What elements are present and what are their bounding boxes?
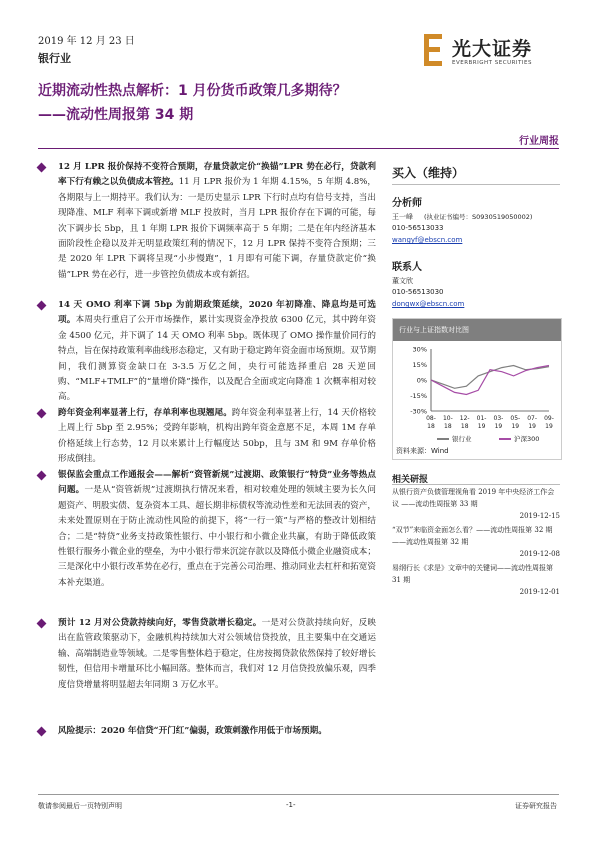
bullet-text: 一是对公贷款持续向好，反映出在监管政策驱动下，金融机构持续加大对公领域信贷投放，且主要集中在交通运输、高端制造业等领域。二是零售整体趋于稳定，住房按揭贷款依然保持了较好增长韧性，但信用卡增量环比小幅回落。整体而言，我们对 12 月信贷投放偏乐观，四季度信贷增量将明显超去年同期 3 万亿水平。 xyxy=(58,618,376,690)
report-title: 近期流动性热点解析：1 月份货币政策几多期待？ xyxy=(38,83,347,99)
contact-email[interactable]: dongwx@ebscn.com xyxy=(392,300,465,308)
summary-bullets xyxy=(38,152,378,747)
x-tick-label: 08- xyxy=(426,415,436,422)
title-divider xyxy=(38,148,559,149)
logo-mark-icon xyxy=(422,32,444,68)
bullet-text: 跨年资金利率显著上行，14 天价格较上周上行 5bp 至 2.95%；受跨年影响，机构出跨年资金意愿不足，本周 1M 存单价格延续上行态势，12 月以来累计上行幅度达 50bp，且与 3M 和 9M 存单价格形成倒挂。 xyxy=(58,408,376,465)
diamond-icon xyxy=(37,727,47,737)
related-title[interactable]: 从银行资产负债管理视角看 2019 年中央经济工作会议 ——流动性周报第 33 期 xyxy=(392,488,555,508)
analyst-phone: 010-56513033 xyxy=(392,224,444,232)
diamond-icon xyxy=(37,301,47,311)
series-line xyxy=(431,366,549,395)
index-chart xyxy=(392,318,562,460)
bullet-text: 本周央行重启了公开市场操作，累计实现资金净投放 6300 亿元，其中跨年资金 4500 亿元，并下调了 14 天 OMO 利率 5bp。既体现了 OMO 操作量价同行的特点，旨在保持政策利率曲线形态稳定，又有助于稳定跨年资金面市场预期。双节期间，我们测算资金缺口在 3-3.5 万亿之间，央行可能选择重启 28 天逆回购、“MLF+TMLF”的“量增价降”操作，以及配合全面或定向降准 1 次概率相对较高。 xyxy=(58,315,376,403)
related-date: 2019-12-15 xyxy=(519,512,560,520)
diamond-icon xyxy=(37,409,47,419)
x-tick-label: 19 xyxy=(511,423,520,430)
x-tick-label: 18 xyxy=(427,423,435,430)
bullet-text: 一是从“资管新规”过渡期执行情况来看，相对较难处理的领域主要为长久问题资产、明股实债、复杂资本工具、超长期非标债权等流动性差和无法回表的资产，未来处置原则在于防止流动性风险的前提下，将“一行一策”与严格的整改计划相结合；二是“特贷”业务支持政策性银行、中小银行和小微企业共赢，有助于降低政策性银行服务小微企业的壁垒，为中小银行带来沉淀存款以及降低小微企业融资成本；三是深化中小银行改革势在必行，重点在于完善公司治理、推动同业去杠杆和拓宽资本补充渠道。 xyxy=(58,485,376,588)
chart-plot xyxy=(393,341,561,459)
bullet-bold: 预计 12 月对公贷款持续向好，零售贷款增长稳定。 xyxy=(58,618,262,628)
diamond-icon xyxy=(37,163,47,173)
chart-title: 行业与上证指数对比图 xyxy=(393,319,561,341)
logo-cn: 光大证券 xyxy=(452,38,533,60)
contact-name: 董文欣 xyxy=(392,277,413,285)
bullet-bold: 跨年资金利率显著上行，存单利率也现翘尾。 xyxy=(58,408,232,418)
logo-en: EVERBRIGHT SECURITIES xyxy=(452,60,532,66)
x-tick-label: 10- xyxy=(442,415,453,422)
related-title[interactable]: “双节”来临资金面怎么看？——流动性周报第 32 期——流动性周报第 32 期 xyxy=(392,526,553,546)
page-number: -1- xyxy=(286,801,296,809)
x-tick-label: 19 xyxy=(528,423,536,430)
company-logo xyxy=(422,32,562,76)
x-tick-label: 01- xyxy=(476,415,487,422)
x-tick-label: 07- xyxy=(527,415,538,422)
related-title[interactable]: 易纲行长《求是》文章中的关键词——流动性周报第 31 期 xyxy=(392,564,553,584)
y-tick-label: -30% xyxy=(410,407,427,416)
y-tick-label: 15% xyxy=(412,361,427,369)
x-tick-label: 12- xyxy=(459,415,470,422)
x-tick-label: 05- xyxy=(510,415,521,422)
industry-label: 银行业 xyxy=(38,52,71,65)
legend-label: 银行业 xyxy=(452,435,472,443)
bullet-bold: 风险提示：2020 年信贷“开门红”偏弱，政策刺激作用低于市场预期。 xyxy=(58,726,327,736)
x-tick-label: 18 xyxy=(460,423,469,430)
bullet-text: 11 月 LPR 报价为 1 年期 4.15%，5 年期 4.8%，各期限与上一期持平。我们认为：一是历史显示 LPR 下行时点均有信号支持，当出现降准、MLF 利率下调或新增 MLF 投放时，当月 LPR 报价存在下调的可能，每次下调步长 5bp，且 1 年期 LPR 报价下调频率高于 5 年期；二是在年内经济基本面阶段性企稳以及并无明显政策红利的情况下，12 月 LPR 保持不变符合预期；三是 2020 年 LPR 下调将呈现“小步慢跑”，1 月即有可能下调，存量贷款定价“换锚”LPR 势在必行，进一步管控负债成本或有新招。 xyxy=(58,177,376,280)
bullet-bold: 银保监会重点工作通报会——解析“资管新规”过渡期、政策银行“特贷”业务等热点问题。 xyxy=(58,470,376,496)
diamond-icon xyxy=(37,471,47,481)
x-tick-label: 19 xyxy=(545,423,553,430)
analyst-heading: 分析师 xyxy=(392,198,422,209)
divider xyxy=(392,184,560,185)
y-tick-label: 30% xyxy=(412,345,427,354)
related-heading: 相关研报 xyxy=(392,475,429,485)
x-tick-label: 18 xyxy=(444,423,452,430)
rating: 买入（维持） xyxy=(392,166,465,180)
x-tick-label: 09- xyxy=(544,415,554,422)
bullet-bold: 14 天 OMO 利率下调 5bp 为前期政策延续，2020 年初降准、降息均是可选项。 xyxy=(58,300,376,326)
legend-label: 沪深300 xyxy=(514,435,540,443)
report-subtitle: ——流动性周报第 34 期 xyxy=(38,107,194,123)
report-date: 2019 年 12 月 23 日 xyxy=(38,36,135,47)
diamond-icon xyxy=(37,619,47,629)
related-report[interactable] xyxy=(392,562,560,598)
contact-phone: 010-56513030 xyxy=(392,288,444,296)
x-tick-label: 19 xyxy=(477,423,486,430)
x-tick-label: 19 xyxy=(494,423,503,430)
footer-company: 证券研究报告 xyxy=(515,802,557,810)
divider xyxy=(392,484,560,485)
bullet-bold: 12 月 LPR 报价保持不变符合预期，存量贷款定价“换锚”LPR 势在必行，贷款利率下行有赖之以负债成本管控。 xyxy=(58,162,376,188)
related-date: 2019-12-01 xyxy=(519,588,560,596)
footer-divider xyxy=(38,794,559,795)
x-tick-label: 03- xyxy=(493,415,504,422)
y-tick-label: -15% xyxy=(410,392,427,400)
footer-disclaimer: 敬请参阅最后一页特别声明 xyxy=(38,802,122,810)
related-report[interactable] xyxy=(392,486,560,522)
contact-heading: 联系人 xyxy=(392,262,422,273)
y-tick-label: 0% xyxy=(416,376,427,385)
analyst-email[interactable]: wangyf@ebscn.com xyxy=(392,236,463,244)
analyst-name: 王一峰 xyxy=(392,213,413,221)
analyst-cert: (执业证书编号：S0930519050002) xyxy=(424,213,533,221)
report-type: 行业周报 xyxy=(519,136,559,147)
related-report[interactable] xyxy=(392,524,560,560)
related-date: 2019-12-08 xyxy=(519,550,560,558)
chart-source: 资料来源：Wind xyxy=(396,447,449,455)
